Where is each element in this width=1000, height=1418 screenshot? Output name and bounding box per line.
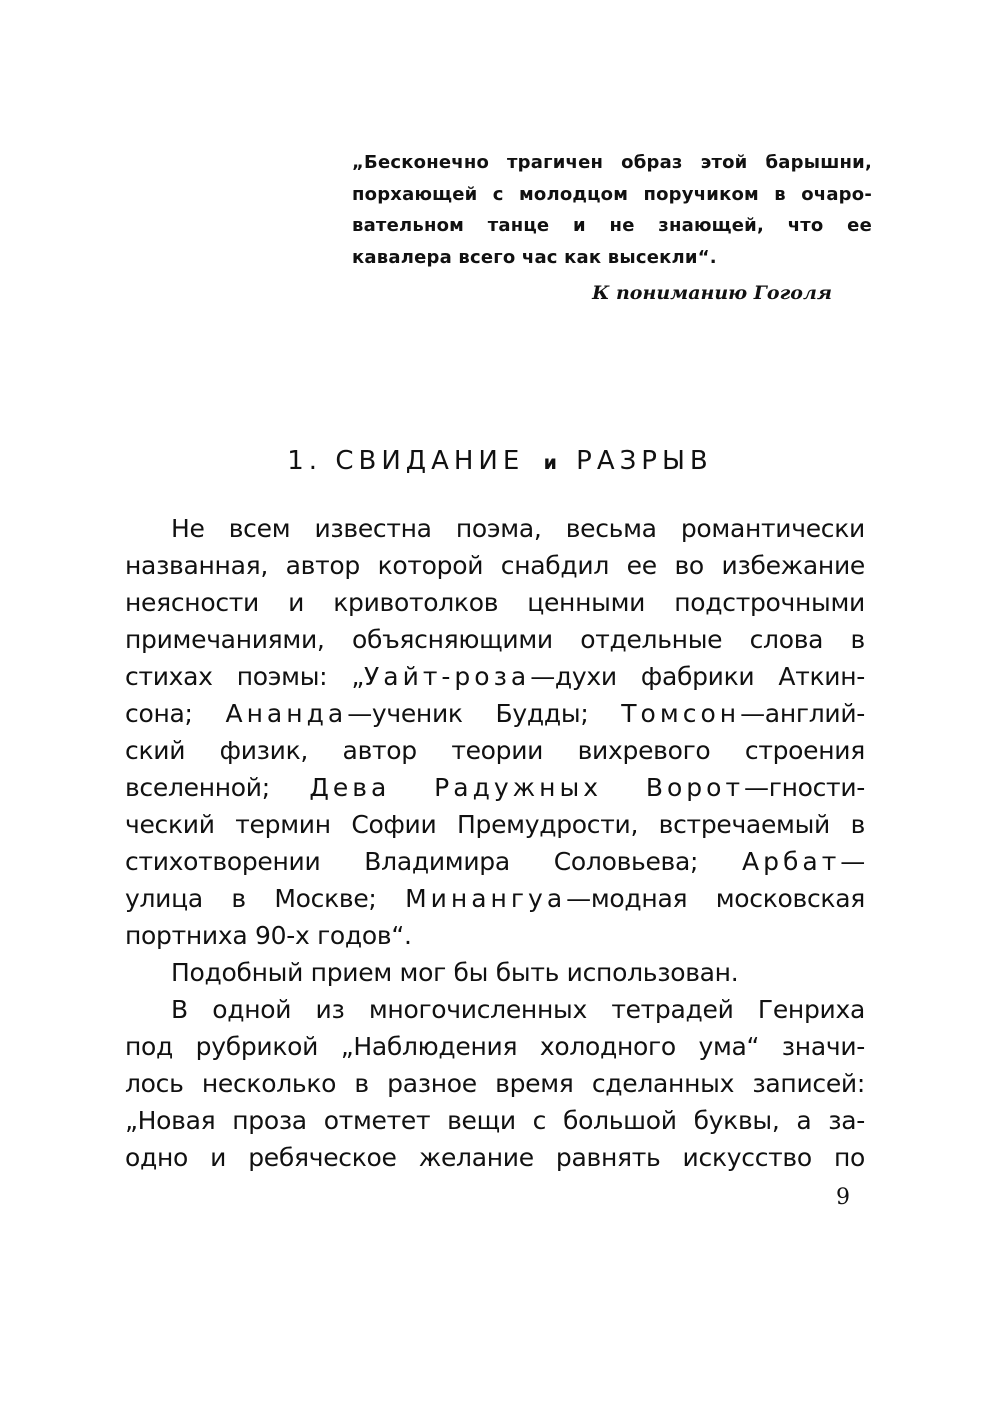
- line-text: „Новая проза отметет вещи с большой буквы, а за-: [125, 1106, 865, 1135]
- spaced-term: Арбат: [742, 847, 841, 876]
- body-line: [125, 954, 865, 991]
- body-line: [125, 621, 865, 658]
- line-text: портниха 90-х годов“.: [125, 921, 412, 950]
- line-text: Подобный прием мог бы быть использован.: [171, 958, 739, 987]
- body-line: [125, 843, 865, 880]
- body-line: [125, 1102, 865, 1139]
- chapter-title: [0, 446, 1000, 476]
- chapter-title-part1: СВИДАНИЕ: [335, 446, 525, 476]
- chapter-number: 1.: [287, 446, 323, 476]
- line-text: примечаниями, объясняющими отдельные слова в: [125, 625, 865, 654]
- line-text: —: [840, 847, 865, 876]
- line-text: под рубрикой „Наблюдения холодного ума“ значи-: [125, 1032, 865, 1061]
- body-text: [125, 510, 865, 1176]
- line-text: сона;: [125, 699, 226, 728]
- body-line: [125, 510, 865, 547]
- body-line: [125, 917, 865, 954]
- spaced-term: Уайт-роза: [364, 662, 531, 691]
- epigraph-line: порхающей с молодцом поручиком в очаро-: [352, 183, 872, 205]
- body-line: [125, 658, 865, 695]
- body-line: [125, 695, 865, 732]
- line-text: —модная московская: [566, 884, 865, 913]
- line-text: —духи фабрики Аткин-: [530, 662, 865, 691]
- body-line: [125, 991, 865, 1028]
- line-text: ский физик, автор теории вихревого строения: [125, 736, 865, 765]
- line-text: стихотворении Владимира Соловьева;: [125, 847, 743, 876]
- line-text: вселенной;: [125, 773, 310, 802]
- line-text: В одной из многочисленных тетрадей Генриха: [171, 995, 865, 1024]
- line-text: —англий-: [740, 699, 865, 728]
- line-text: лось несколько в разное время сделанных записей:: [125, 1069, 865, 1098]
- body-line: [125, 1139, 865, 1176]
- chapter-title-part2: РАЗРЫВ: [576, 446, 713, 476]
- epigraph: [352, 147, 872, 273]
- line-text: одно и ребяческое желание равнять искусство по: [125, 1143, 865, 1172]
- body-line: [125, 732, 865, 769]
- line-text: ческий термин Софии Премудрости, встречаемый в: [125, 810, 865, 839]
- line-text: неясности и кривотолков ценными подстрочными: [125, 588, 865, 617]
- body-line: [125, 806, 865, 843]
- body-line: [125, 1028, 865, 1065]
- body-line: [125, 769, 865, 806]
- page-number: 9: [836, 1185, 850, 1210]
- spaced-term: Ананда: [225, 699, 348, 728]
- epigraph-line: вательном танце и не знающей, что ее: [352, 215, 872, 236]
- line-text: названная, автор которой снабдил ее во избежание: [125, 551, 865, 580]
- line-text: Не всем известна поэма, весьма романтически: [171, 514, 865, 543]
- epigraph-source: К пониманию Гоголя: [592, 282, 832, 304]
- line-text: стихах поэмы: „: [125, 662, 365, 691]
- body-line: [125, 880, 865, 917]
- epigraph-line: „Бесконечно трагичен образ этой барышни,: [352, 152, 872, 173]
- spaced-term: Дева Радужных Ворот: [309, 773, 745, 802]
- body-line: [125, 1065, 865, 1102]
- line-text: улица в Москве;: [125, 884, 406, 913]
- body-line: [125, 584, 865, 621]
- chapter-title-conjunction: и: [543, 452, 557, 474]
- epigraph-line: кавалера всего час как высекли“.: [352, 246, 717, 268]
- line-text: —гности-: [744, 773, 865, 802]
- line-text: —ученик Будды;: [347, 699, 622, 728]
- spaced-term: Минангуа: [405, 884, 567, 913]
- body-line: [125, 547, 865, 584]
- spaced-term: Томсон: [621, 699, 741, 728]
